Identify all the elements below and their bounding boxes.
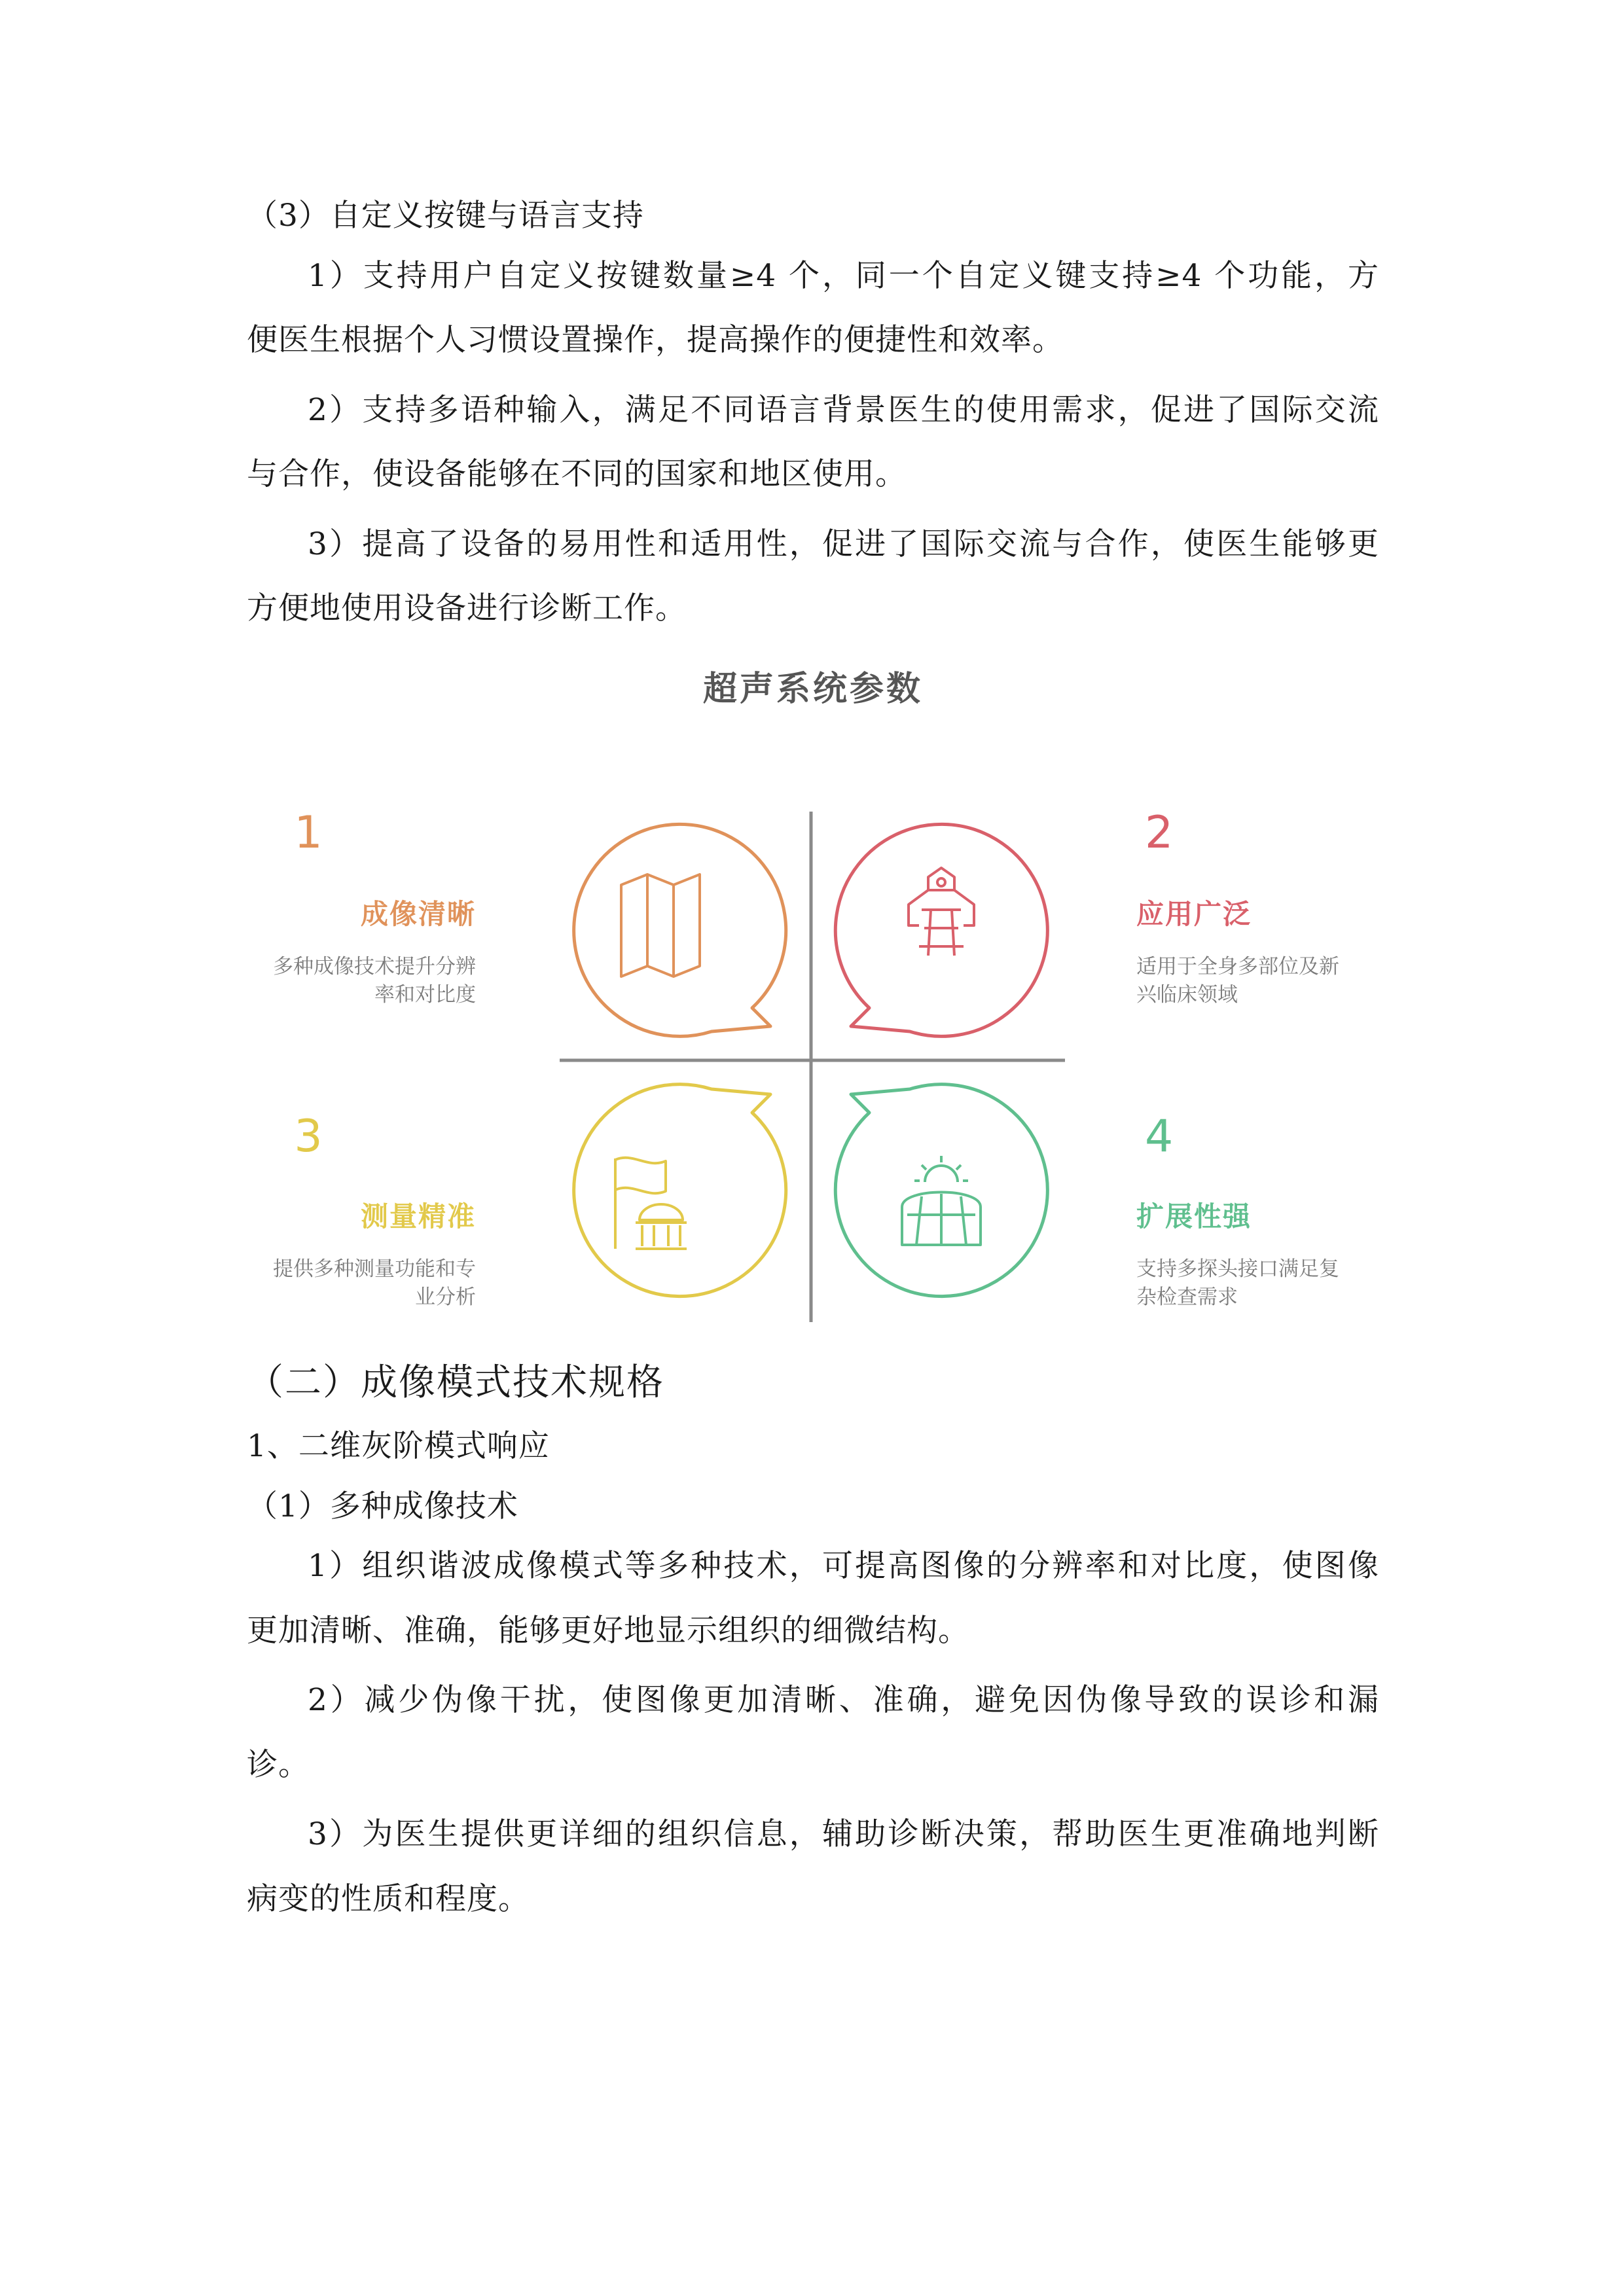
quadrant-2-title: 应用广泛: [1136, 898, 1252, 930]
paragraph-imaging-2-line-2: 诊。: [247, 1747, 310, 1783]
quadrant-3-description-line-2: 业分析: [415, 1285, 476, 1309]
quadrant-4-description-line-2: 杂检查需求: [1136, 1285, 1238, 1309]
quadrant-4-description: [1136, 1255, 1372, 1312]
paragraph-custom-keys-2-line-1: 2）支持多语种输入，满足不同语言背景医生的使用需求，促进了国际交流: [308, 392, 1379, 428]
quadrant-1-description-line-1: 多种成像技术提升分辨: [273, 955, 476, 978]
paragraph-custom-keys-3-line-2: 方便地使用设备进行诊断工作。: [247, 590, 687, 626]
quadrant-1-number: 1: [294, 807, 323, 859]
quadrant-2-number: 2: [1145, 807, 1174, 859]
paragraph-imaging-2-line-1: 2）减少伪像干扰，使图像更加清晰、准确，避免因伪像导致的误诊和漏: [308, 1682, 1379, 1718]
quadrant-1-title: 成像清晰: [360, 898, 476, 930]
paragraph-custom-keys-1-line-1: 1）支持用户自定义按键数量≥4 个，同一个自定义键支持≥4 个功能，方: [308, 258, 1379, 294]
paragraph-custom-keys-1-line-2: 便医生根据个人习惯设置操作，提高操作的便捷性和效率。: [247, 322, 1064, 358]
bubble-quadrant-4: [835, 1085, 1047, 1297]
quadrant-4-title: 扩展性强: [1136, 1200, 1252, 1232]
figure-title: 超声系统参数: [702, 670, 923, 709]
quadrant-1-description-line-2: 率和对比度: [374, 983, 476, 1007]
paragraph-imaging-3-line-1: 3）为医生提供更详细的组织信息，辅助诊断决策，帮助医生更准确地判断: [308, 1816, 1379, 1852]
paragraph-imaging-3-line-2: 病变的性质和程度。: [247, 1881, 530, 1917]
quadrant-2-description-line-2: 兴临床领域: [1136, 983, 1238, 1007]
bubble-quadrant-1: [574, 824, 786, 1036]
paragraph-custom-keys-3-line-1: 3）提高了设备的易用性和适用性，促进了国际交流与合作，使医生能够更: [308, 526, 1379, 562]
quadrant-2-description: [1136, 953, 1372, 1009]
quadrant-3-title: 测量精准: [360, 1200, 476, 1232]
paragraph-imaging-1-line-1: 1）组织谐波成像模式等多种技术，可提高图像的分辨率和对比度，使图像: [308, 1548, 1379, 1584]
quadrant-2-description-line-1: 适用于全身多部位及新: [1136, 955, 1339, 978]
quadrant-3-number: 3: [294, 1111, 323, 1162]
subheading-2d-grayscale: 1、二维灰阶模式响应: [247, 1428, 550, 1464]
section-heading-imaging-modes: （二）成像模式技术规格: [247, 1361, 664, 1404]
paragraph-custom-keys-2-line-2: 与合作，使设备能够在不同的国家和地区使用。: [247, 456, 907, 492]
ultrasound-parameters-figure: [247, 648, 1379, 1335]
bubble-quadrant-2: [835, 824, 1047, 1036]
quadrant-4-description-line-1: 支持多探头接口满足复: [1136, 1257, 1339, 1281]
quadrant-3-description: [240, 1255, 476, 1312]
quadrant-3-description-line-1: 提供多种测量功能和专: [273, 1257, 476, 1281]
quadrant-1-description: [240, 953, 476, 1009]
section-heading-custom-keys: （3）自定义按键与语言支持: [247, 198, 644, 234]
paragraph-imaging-1-line-2: 更加清晰、准确，能够更好地显示组织的细微结构。: [247, 1613, 969, 1649]
quadrant-4-number: 4: [1145, 1111, 1174, 1162]
subheading-imaging-techniques: （1）多种成像技术: [247, 1488, 518, 1524]
bubble-quadrant-3: [574, 1085, 786, 1297]
